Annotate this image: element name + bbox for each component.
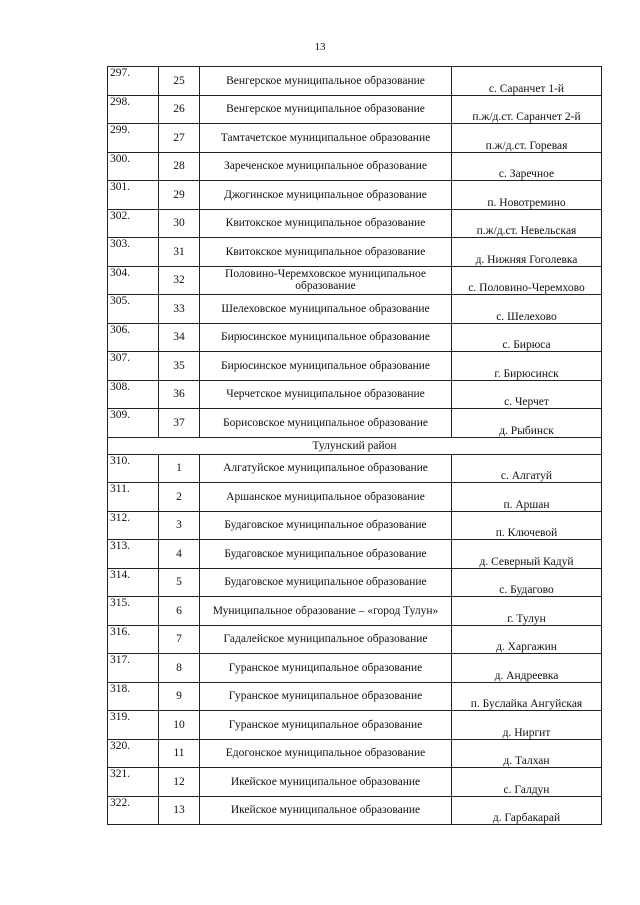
row-number: 318. [108,682,159,711]
row-number: 307. [108,352,159,381]
row-number: 313. [108,540,159,569]
settlement-name: д. Нижняя Гоголевка [452,238,602,267]
table-row [108,238,602,267]
row-index: 33 [159,295,200,324]
row-index: 11 [159,739,200,768]
row-index: 31 [159,238,200,267]
municipality-name: Бирюсинское муниципальное образование [200,323,452,352]
row-number: 304. [108,266,159,295]
row-index: 2 [159,483,200,512]
row-index: 26 [159,95,200,124]
settlement-name: с. Алгатуй [452,454,602,483]
row-index: 3 [159,511,200,540]
table-row [108,540,602,569]
settlement-name: д. Рыбинск [452,409,602,438]
municipality-name: Будаговское муниципальное образование [200,540,452,569]
table-row [108,568,602,597]
settlement-name: д. Андреевка [452,654,602,683]
settlement-name: г. Бирюсинск [452,352,602,381]
settlement-name: с. Бирюса [452,323,602,352]
row-number: 314. [108,568,159,597]
municipality-name: Гуранское муниципальное образование [200,654,452,683]
municipality-name: Джогинское муниципальное образование [200,181,452,210]
district-header-row [108,437,602,454]
table-row [108,67,602,96]
row-number: 312. [108,511,159,540]
row-number: 316. [108,625,159,654]
row-index: 13 [159,796,200,825]
row-number: 305. [108,295,159,324]
row-number: 303. [108,238,159,267]
table-row [108,739,602,768]
row-index: 7 [159,625,200,654]
municipality-name: Половино-Черемховское муниципальное образование [200,266,452,295]
row-index: 28 [159,152,200,181]
table-row [108,409,602,438]
row-index: 29 [159,181,200,210]
municipality-name: Алгатуйское муниципальное образование [200,454,452,483]
settlement-name: п. Новотремино [452,181,602,210]
row-number: 297. [108,67,159,96]
municipality-name: Венгерское муниципальное образование [200,67,452,96]
table-body [108,67,602,825]
row-number: 302. [108,209,159,238]
row-number: 310. [108,454,159,483]
row-number: 315. [108,597,159,626]
settlement-name: с. Половино-Черемхово [452,266,602,295]
row-index: 9 [159,682,200,711]
row-number: 321. [108,768,159,797]
settlement-name: п. Ключевой [452,511,602,540]
row-number: 319. [108,711,159,740]
table-row [108,768,602,797]
municipality-name: Аршанское муниципальное образование [200,483,452,512]
settlement-name: с. Будагово [452,568,602,597]
table-row [108,380,602,409]
municipality-name: Икейское муниципальное образование [200,796,452,825]
settlement-name: с. Черчет [452,380,602,409]
table-row [108,181,602,210]
table-row [108,209,602,238]
settlement-name: с. Заречное [452,152,602,181]
settlement-name: с. Саранчет 1-й [452,67,602,96]
row-index: 32 [159,266,200,295]
row-index: 37 [159,409,200,438]
row-number: 309. [108,409,159,438]
municipality-name: Едогонское муниципальное образование [200,739,452,768]
row-number: 306. [108,323,159,352]
municipality-name: Будаговское муниципальное образование [200,511,452,540]
municipality-name: Икейское муниципальное образование [200,768,452,797]
settlement-name: д. Гарбакарай [452,796,602,825]
municipality-name: Бирюсинское муниципальное образование [200,352,452,381]
row-number: 311. [108,483,159,512]
settlements-table [107,66,602,825]
district-title: Тулунский район [108,437,602,454]
row-index: 8 [159,654,200,683]
row-number: 317. [108,654,159,683]
table-row [108,95,602,124]
table-row [108,323,602,352]
table-row [108,597,602,626]
table-row [108,124,602,153]
municipality-name: Тамтачетское муниципальное образование [200,124,452,153]
row-index: 35 [159,352,200,381]
table-row [108,654,602,683]
table-row [108,511,602,540]
municipality-name: Венгерское муниципальное образование [200,95,452,124]
table-row [108,454,602,483]
row-index: 34 [159,323,200,352]
settlement-name: д. Ниргит [452,711,602,740]
settlement-name: с. Галдун [452,768,602,797]
municipality-name: Муниципальное образование – «город Тулун» [200,597,452,626]
table-row [108,711,602,740]
settlement-name: п.ж/д.ст. Горевая [452,124,602,153]
municipality-name: Шелеховское муниципальное образование [200,295,452,324]
row-index: 25 [159,67,200,96]
municipality-name: Зареченское муниципальное образование [200,152,452,181]
row-number: 320. [108,739,159,768]
municipality-name: Черчетское муниципальное образование [200,380,452,409]
row-index: 30 [159,209,200,238]
row-index: 36 [159,380,200,409]
settlement-name: п.ж/д.ст. Невельская [452,209,602,238]
table-row [108,483,602,512]
settlement-name: с. Шелехово [452,295,602,324]
municipality-name: Борисовское муниципальное образование [200,409,452,438]
table-row [108,152,602,181]
municipality-name: Будаговское муниципальное образование [200,568,452,597]
table-row [108,682,602,711]
page-number: 13 [314,41,326,53]
municipality-name: Гуранское муниципальное образование [200,711,452,740]
table-row [108,352,602,381]
row-number: 308. [108,380,159,409]
municipality-name: Квитокское муниципальное образование [200,238,452,267]
municipality-name: Гадалейское муниципальное образование [200,625,452,654]
row-number: 300. [108,152,159,181]
settlement-name: д. Харгажин [452,625,602,654]
table-row [108,266,602,295]
settlement-name: п. Буслайка Ангуйская [452,682,602,711]
row-index: 12 [159,768,200,797]
row-index: 5 [159,568,200,597]
row-number: 322. [108,796,159,825]
table-row [108,796,602,825]
row-number: 299. [108,124,159,153]
municipality-name: Квитокское муниципальное образование [200,209,452,238]
row-index: 1 [159,454,200,483]
settlement-name: д. Северный Кадуй [452,540,602,569]
settlement-name: д. Талхан [452,739,602,768]
row-index: 10 [159,711,200,740]
row-index: 27 [159,124,200,153]
row-number: 301. [108,181,159,210]
row-index: 4 [159,540,200,569]
settlement-name: г. Тулун [452,597,602,626]
table-row [108,295,602,324]
row-number: 298. [108,95,159,124]
settlement-name: п. Аршан [452,483,602,512]
municipality-name: Гуранское муниципальное образование [200,682,452,711]
settlement-name: п.ж/д.ст. Саранчет 2-й [452,95,602,124]
row-index: 6 [159,597,200,626]
table-row [108,625,602,654]
